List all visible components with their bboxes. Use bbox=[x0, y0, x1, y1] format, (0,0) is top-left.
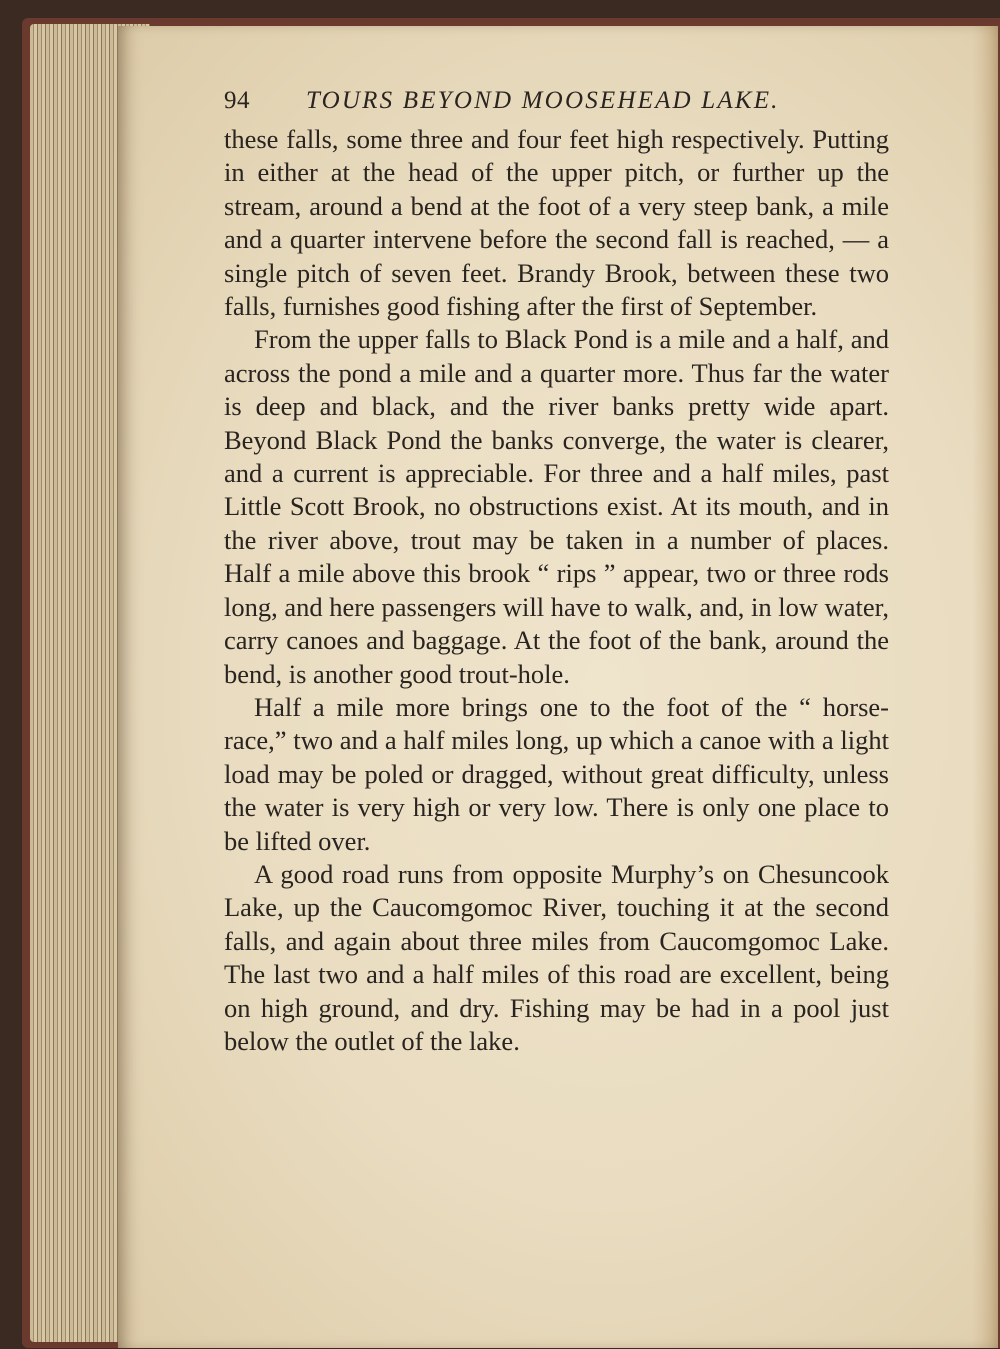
book-page bbox=[118, 26, 998, 1348]
running-head bbox=[224, 84, 889, 118]
paragraph: A good road runs from opposite Murphy’s on Chesuncook Lake, up the Caucomgomoc River, touching it at the second falls, and again about three miles from Caucomgomoc Lake. The last two and a half miles of this road are excellent, being on high ground, and dry. Fishing may be had in a pool just below the outlet of the lake. bbox=[224, 858, 889, 1056]
paragraph: these falls, some three and four feet high respectively. Putting in either at the head of the upper pitch, or further up the stream, around a bend at the foot of a very steep bank, a mile and a quarter intervene before the second fall is reached, — a single pitch of seven feet. Brandy Brook, between these two falls, furnishes good fishing after the first of September. bbox=[224, 124, 889, 322]
text-block bbox=[224, 84, 889, 1058]
paragraph: From the upper falls to Black Pond is a mile and a half, and across the pond a mile and a quarter more. Thus far the water is deep and black, and the river banks pretty wide apart. Beyond Black Pond the banks converge, the water is clearer, and a current is appreciable. For three and a half miles, past Little Scott Brook, no obstructions exist. At its mouth, and in the river above, trout may be taken in a number of places. Half a mile above this brook “ rips ” appear, two or three rods long, and here passengers will have to walk, and, in low water, carry canoes and baggage. At the foot of the bank, around the bend, is another good trout-hole. bbox=[224, 324, 889, 689]
paragraph: Half a mile more brings one to the foot of the “ horse-race,” two and a half miles long, up which a canoe with a light load may be poled or dragged, without great difficulty, unless the water is very high or very low. There is only one place to be lifted over. bbox=[224, 691, 889, 856]
page-number: 94 bbox=[224, 87, 250, 114]
running-head-title: TOURS BEYOND MOOSEHEAD LAKE. bbox=[306, 87, 780, 114]
